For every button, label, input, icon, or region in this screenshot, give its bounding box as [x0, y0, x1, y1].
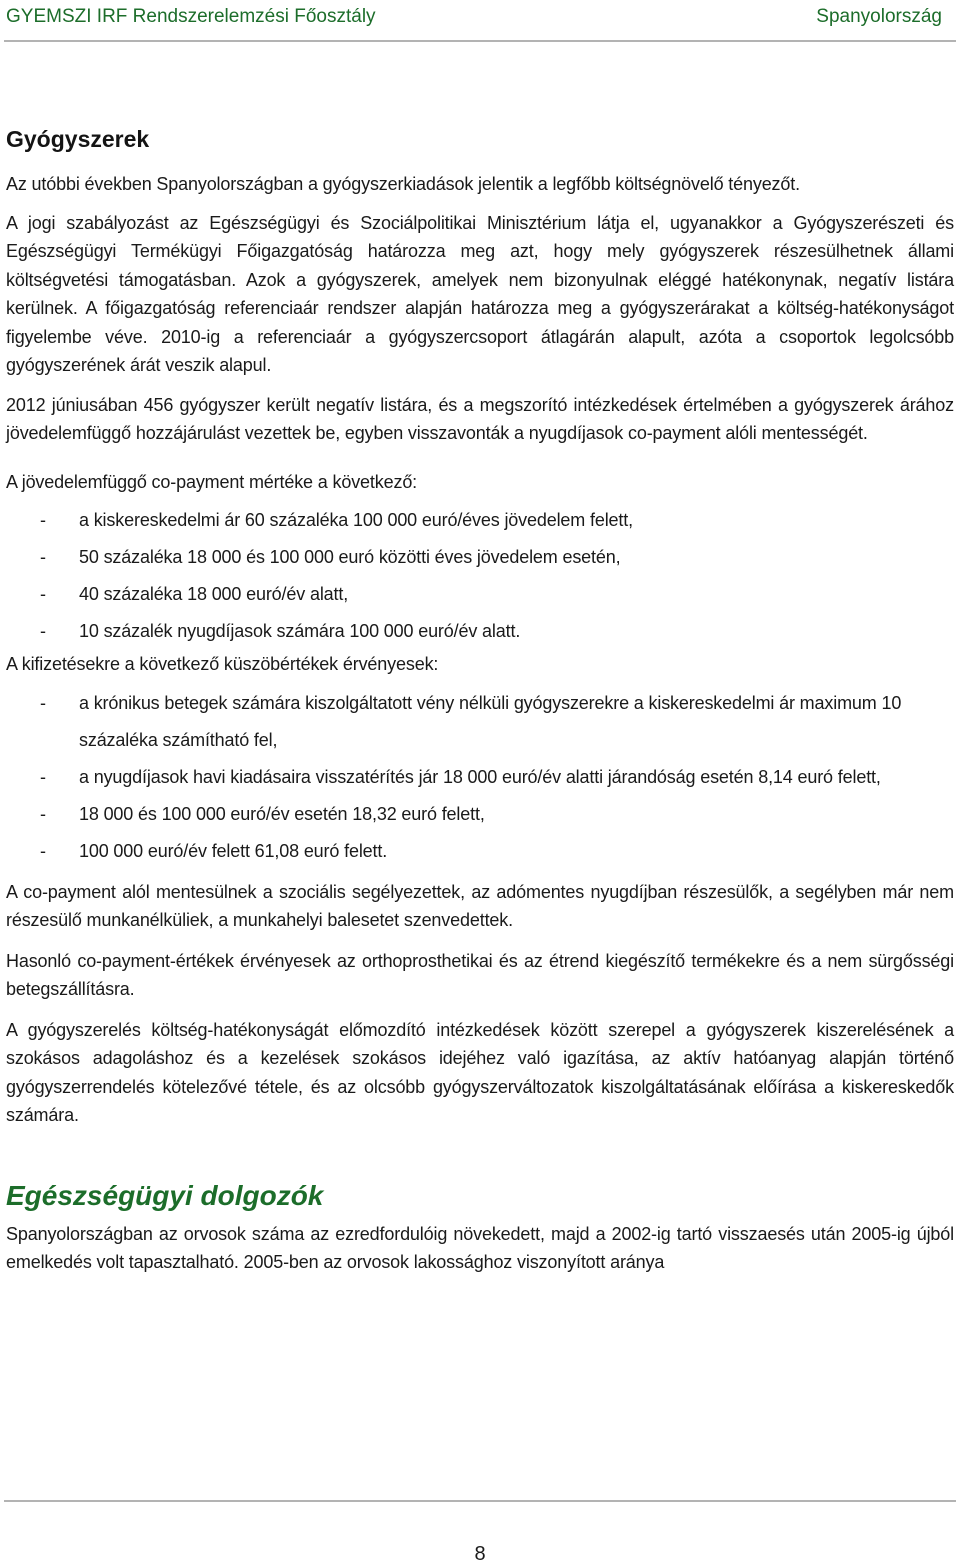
header-department: GYEMSZI IRF Rendszerelemzési Főosztály [6, 6, 376, 27]
header-divider [4, 40, 956, 42]
paragraph: Spanyolországban az orvosok száma az ezredfordulóig növekedett, majd a 2002-ig tartó visszaesés után 2005-ig újból emelkedés volt tapasztalható. 2005-ben az orvosok lakossághoz viszonyított aránya [6, 1223, 954, 1272]
paragraph: A kifizetésekre a következő küszöbértékek érvényesek: [6, 654, 439, 674]
list-item: - 18 000 és 100 000 euró/év esetén 18,32 euró felett, [40, 803, 485, 824]
paragraph: A jogi szabályozást az Egészségügyi és Szociálpolitikai Minisztérium látja el, ugyanakkor a Gyógyszerészeti és Egészségügyi Termékügyi Főigazgatóság határozza meg azt, hogy mely gyógyszerek részesülhetnek állami költségvetési támogatásban. Azok a gyógyszerek, amelyek nem bizonyulnak eléggé hatékonynak, negatív listára kerülnek. A főigazgatóság referenciaár rendszer alapján határozza meg a gyógyszerárakat a költség-hatékonyságot figyelembe véve. 2010-ig a referenciaár a gyógyszercsoport átlagárán alapult, azóta a csoportok legolcsóbb gyógyszerének árát veszik alapul. [6, 212, 954, 375]
paragraph: A jövedelemfüggő co-payment mértéke a következő: [6, 471, 418, 492]
page-header [6, 0, 942, 34]
list-item: - 50 százaléka 18 000 és 100 000 euró közötti éves jövedelem esetén, [40, 547, 621, 567]
paragraph: A gyógyszerelés költség-hatékonyságát előmozdító intézkedések között szerepel a gyógyszerek kiszerelésének a szokásos adagoláshoz és a kezelések szokásos idejéhez való igazítása, az aktív hatóanyag alapján történő gyógyszerrendelés kötelezővé tétele, és az olcsóbb gyógyszerváltozatok kiszolgáltatásának előírása a kiskereskedők számára. [6, 1019, 954, 1125]
header-country: Spanyolország [816, 6, 942, 27]
paragraph: Hasonló co-payment-értékek érvényesek az orthoprosthetikai és az étrend kiegészítő termékekre és a nem sürgősségi betegszállításra. [6, 950, 954, 999]
list-item: - 100 000 euró/év felett 61,08 euró felett. [40, 840, 388, 861]
paragraph: 2012 júniusában 456 gyógyszer került negatív listára, és a megszorító intézkedések értelmében a gyógyszerek árához jövedelemfüggő hozzájárulást vezettek be, egyben visszavonták a nyugdíjasok co-payment alóli mentességét. [6, 394, 954, 443]
footer-divider [4, 1500, 956, 1502]
threshold-list [6, 685, 954, 870]
section-title-medicines: Gyógyszerek [6, 126, 150, 152]
copayment-rates-list [6, 502, 954, 650]
list-item: - a nyugdíjasok havi kiadásaira visszatérítés jár 18 000 euró/év alatti járandóság esetén 8,14 euró felett, [40, 766, 881, 787]
list-item: - 10 százalék nyugdíjasok számára 100 000 euró/év alatt. [40, 621, 521, 641]
page-content [6, 122, 954, 1277]
section-title-health-workers: Egészségügyi dolgozók [6, 1179, 324, 1211]
list-item: - 40 százaléka 18 000 euró/év alatt, [40, 584, 349, 604]
paragraph: A co-payment alól mentesülnek a szociális segélyezettek, az adómentes nyugdíjban részesülők, a segélyben már nem részesülő munkanélküliek, a munkahelyi balesetet szenvedettek. [6, 881, 954, 930]
list-item: - a krónikus betegek számára kiszolgáltatott vény nélküli gyógyszerekre a kiskereskedelmi ár maximum 10 százaléka számítható fel, [40, 692, 902, 750]
page-number: 8 [474, 1543, 486, 1565]
list-item: - a kiskereskedelmi ár 60 százaléka 100 000 euró/éves jövedelem felett, [40, 510, 633, 530]
paragraph: Az utóbbi években Spanyolországban a gyógyszerkiadások jelentik a legfőbb költségnövelő tényezőt. [6, 174, 800, 194]
